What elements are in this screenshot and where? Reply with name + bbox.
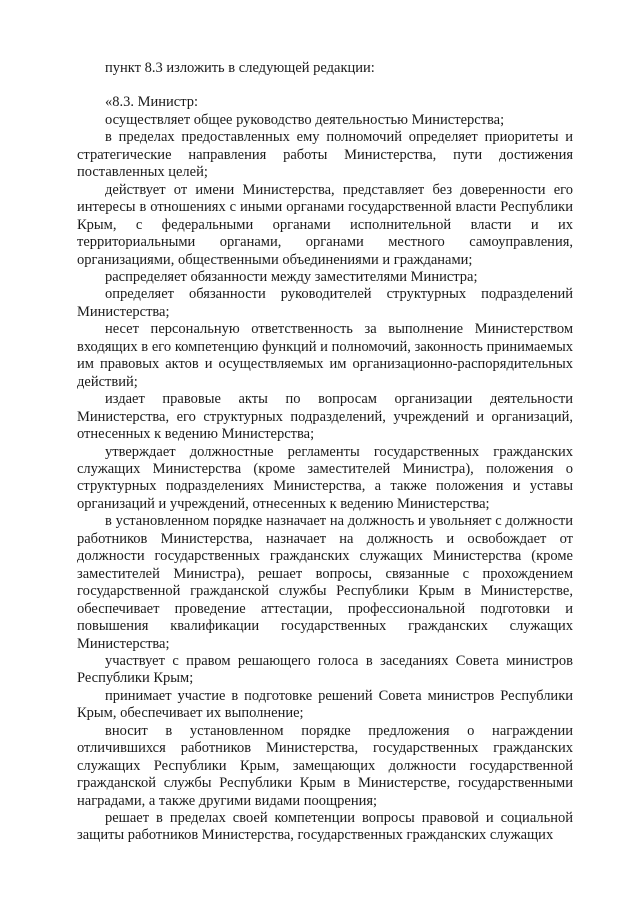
paragraph: распределяет обязанности между заместителями Министра;: [105, 268, 478, 285]
paragraph: осуществляет общее руководство деятельностью Министерства;: [105, 111, 505, 128]
paragraph: принимает участие в подготовке решений Совета министров Республики Крым, обеспечивает их выполнение;: [77, 687, 573, 722]
paragraph: вносит в установленном порядке предложения о награждении отличившихся работников Министерства, государственных гражданских служащих Республики Крым, замещающих должности государственной гражданской службы Республики Крым в Министерстве, государственными наградами, а также другими видами поощрения;: [77, 722, 573, 809]
paragraph-clause-heading: «8.3. Министр:: [105, 94, 199, 111]
paragraph: несет персональную ответственность за выполнение Министерством входящих в его компетенцию функций и полномочий, законность принимаемых им правовых актов и осуществляемых им организационно-распорядительных действий;: [77, 321, 573, 390]
paragraph: определяет обязанности руководителей структурных подразделений Министерства;: [77, 286, 573, 320]
paragraph: решает в пределах своей компетенции вопросы правовой и социальной защиты работников Министерства, государственных гражданских служащих: [77, 810, 573, 844]
paragraph: действует от имени Министерства, представляет без доверенности его интересы в отношениях с иными органами государственной власти Республики Крым, с федеральными органами исполнительной власти и их территориальными органами, органами местного самоуправления, организациями, общественными объединениями и гражданами;: [77, 181, 573, 268]
paragraph: утверждает должностные регламенты государственных гражданских служащих Министерства (кроме заместителей Министра), положения о структурных подразделениях Министерства, а также положения и уставы организаций и учреждений, отнесенных к ведению Министерства;: [77, 443, 573, 512]
paragraph: в пределах предоставленных ему полномочий определяет приоритеты и стратегические направления работы Министерства, пути достижения поставленных целей;: [77, 129, 573, 181]
paragraph-intro: пункт 8.3 изложить в следующей редакции:: [105, 60, 375, 76]
paragraph-gap: [77, 77, 573, 94]
paragraph: участвует с правом решающего голоса в заседаниях Совета министров Республики Крым;: [77, 652, 573, 687]
paragraph: в установленном порядке назначает на должность и увольняет с должности работников Министерства, назначает на должность и освобождает от должности государственных гражданских служащих Министерства (кроме заместителей Министра), решает вопросы, связанные с прохождением государственной гражданской службы Республики Крым в Министерстве, обеспечивает проведение аттестации, профессиональной подготовки и повышения квалификации государственных гражданских служащих Министерства;: [77, 513, 573, 652]
document-body: [77, 60, 573, 845]
paragraph: издает правовые акты по вопросам организации деятельности Министерства, его структурных подразделений, учреждений и организаций, отнесенных к ведению Министерства;: [77, 391, 573, 443]
